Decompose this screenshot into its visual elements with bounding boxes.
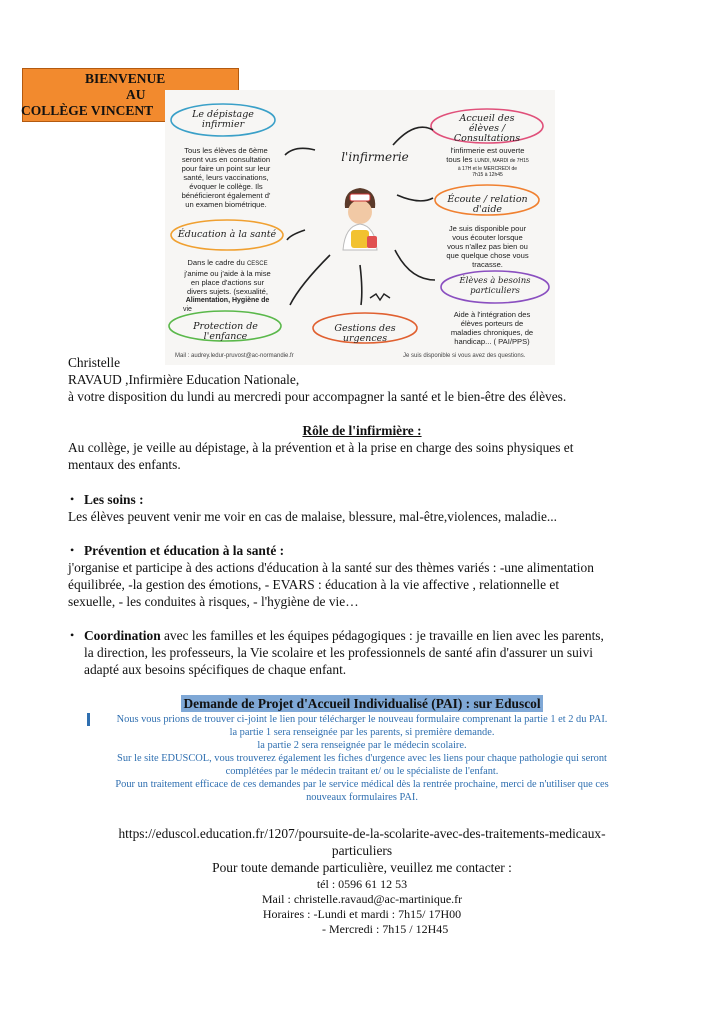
- role-text-1: Au collège, je veille au dépistage, à la prévention et à la prise en charge des soins physiques et: [68, 440, 574, 455]
- coordination-heading: Coordination: [84, 628, 161, 643]
- arrow-7: [360, 265, 362, 305]
- badge-line-3: COLLÈGE VINCENT: [21, 103, 154, 118]
- arrow-2: [393, 127, 433, 145]
- prevention-text-1: j'organise et participe à des actions d'éducation à la santé sur des thèmes variés : -une alimentation: [68, 560, 594, 575]
- center-title: l'infirmerie: [341, 150, 409, 164]
- pai-heading-row: [0, 695, 724, 713]
- bullet-icon: •: [70, 543, 75, 557]
- eduscol-link-2[interactable]: particuliers: [331, 843, 393, 858]
- prevention-text-3: sexuelle, - les conduites à risques, - l'hygiène de vie…: [68, 594, 359, 609]
- soins-heading: Les soins :: [84, 492, 144, 507]
- urgences-title: Gestions des urgences: [334, 323, 396, 344]
- coordination-text-2: la direction, les professeurs, la Vie scolaire et les professionnels de santé afin d'assurer un suivi: [84, 645, 593, 660]
- contact-phone: tél : 0596 61 12 53: [316, 877, 408, 891]
- nurse-title: RAVAUD ,Infirmière Education Nationale,: [68, 372, 300, 387]
- contact-hours-1: Horaires : -Lundi et mardi : 7h15/ 17H00: [262, 907, 462, 921]
- pai-line: la partie 2 sera renseignée par le médecin scolaire.: [257, 740, 467, 751]
- besoins-text: Aide à l'intégration des élèves porteurs de maladies chroniques, de handicap... ( PAI/PPS): [450, 310, 534, 346]
- education-text: Dans le cadre du CESCE j'anime ou j'aide à la mise en place d'actions sur divers sujets. (sexualité, Alimentation, Hygiène de vie: [183, 258, 271, 313]
- eduscol-link-1[interactable]: https://eduscol.education.fr/1207/poursuite-de-la-scolarite-avec-des-traitements-medicaux-: [118, 826, 606, 841]
- ecoute-text: Je suis disponible pour vous écouter lorsque vous n'allez pas bien ou que quelque chose vous tracasse.: [446, 224, 529, 269]
- badge-line-2: AU: [126, 87, 146, 102]
- pai-line: la partie 1 sera renseignée par les parents, si première demande.: [229, 727, 495, 738]
- infirmerie-poster: [165, 90, 555, 365]
- accueil-title: Accueil des élèves / Consultations: [453, 113, 521, 144]
- soins-text: Les élèves peuvent venir me voir en cas de malaise, blessure, mal-être,violences, maladie...: [68, 509, 557, 524]
- bullet-icon: •: [70, 628, 75, 642]
- arrow-6: [290, 255, 330, 305]
- contact-hours-2: - Mercredi : 7h15 / 12H45: [322, 922, 449, 936]
- arrow-4: [287, 230, 305, 240]
- ecoute-title: Écoute / relation d'aide: [447, 194, 528, 215]
- pai-line: nouveaux formulaires PAI.: [306, 792, 418, 803]
- prevention-heading: Prévention et éducation à la santé :: [84, 543, 285, 558]
- coordination-line-1: Coordination avec les familles et les équipes pédagogiques : je travaille en lien avec les parents,: [84, 628, 604, 643]
- pai-line: Nous vous prions de trouver ci-joint le lien pour télécharger le nouveau formulaire comprenant la partie 1 et 2 du PAI.: [116, 714, 608, 725]
- arrow-5: [395, 250, 435, 280]
- poster-footer-mail: Mail : audrey.ledur-pruvost@ac-normandie.fr: [175, 353, 294, 359]
- arrow-1: [285, 148, 315, 155]
- badge-line-1: BIENVENUE: [85, 71, 166, 86]
- contact-request: Pour toute demande particulière, veuillez me contacter :: [212, 860, 512, 875]
- pai-line: Sur le site EDUSCOL, vous trouverez également les fiches d'urgence avec les liens pour chaque pathologie qui seront: [117, 753, 607, 764]
- besoins-title: Élèves à besoins particuliers: [459, 276, 531, 296]
- pai-line: Pour un traitement efficace de ces demandes par le service médical dès la rentrée prochaine, merci de n'utiliser que ces: [115, 779, 609, 790]
- depistage-text: Tous les élèves de 6ème seront vus en consultation pour faire un point sur leur santé, leurs vaccinations, évoquer le collège. Ils bénéficieront également d' un examen biométrique.: [181, 146, 271, 209]
- pai-heading: Demande de Projet d'Accueil Individualisé (PAI) : sur Eduscol: [183, 696, 541, 711]
- depistage-title: Le dépistage infirmier: [192, 109, 254, 130]
- pai-line: complétées par le médecin traitant et/ ou le spécialiste de l'enfant.: [225, 766, 499, 777]
- heartbeat-icon: [370, 294, 390, 300]
- poster-footer-note: Je suis disponible si vous avez des questions.: [403, 353, 526, 359]
- role-text-2: mentaux des enfants.: [68, 457, 181, 472]
- bullet-icon: •: [70, 492, 75, 506]
- protection-title: Protection de l'enfance: [193, 321, 258, 342]
- education-title: Éducation à la santé: [177, 229, 277, 240]
- role-heading: Rôle de l'infirmière :: [302, 423, 422, 438]
- accueil-text: l'infirmerie est ouverte tous les LUNDI, MARDI de 7H15 à 17H et le MERCREDI de 7h15 à 12h45: [446, 146, 529, 178]
- coordination-text-3: adapté aux besoins spécifiques de chaque enfant.: [84, 662, 347, 677]
- text-cursor: [87, 713, 90, 726]
- nurse-illustration: [343, 188, 377, 250]
- nurse-first-name: Christelle: [68, 355, 121, 370]
- arrow-3: [397, 195, 433, 201]
- availability-text: à votre disposition du lundi au mercredi pour accompagner la santé et le bien-être des élèves.: [68, 389, 567, 404]
- prevention-text-2: équilibrée, -la gestion des émotions, - EVARS : éducation à la vie affective , relationnelle et: [68, 577, 560, 592]
- contact-mail[interactable]: Mail : christelle.ravaud@ac-martinique.fr: [261, 892, 463, 906]
- pai-info-block: [0, 713, 724, 804]
